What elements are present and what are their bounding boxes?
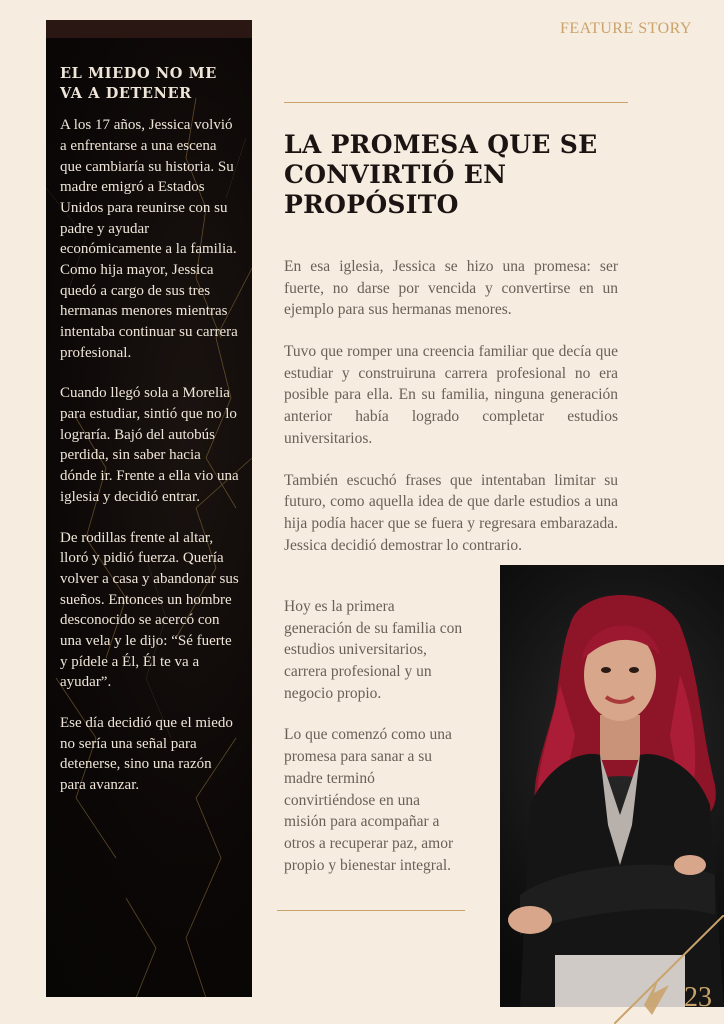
sidebar-panel bbox=[46, 20, 252, 997]
main-body-top bbox=[284, 256, 618, 576]
body-paragraph: Tuvo que romper una creencia familiar que decía que estudiar y construiruna carrera profesional no era posible para ella. En su familia, ninguna generación anterior había logrado completar estudios universitarios. bbox=[284, 343, 618, 447]
page-number: 23 bbox=[684, 982, 712, 1013]
main-body-bottom bbox=[284, 596, 466, 896]
section-tag: FEATURE STORY bbox=[559, 20, 692, 37]
bottom-divider bbox=[277, 910, 465, 911]
top-divider bbox=[284, 102, 628, 103]
sidebar-paragraph: De rodillas frente al altar, lloró y pidió fuerza. Quería volver a casa y abandonar sus sueños. Entonces un hombre desconocido se acercó con una vela y le dijo: “Sé fuerte y pídele a Él, Él te va a ayudar”. bbox=[60, 529, 239, 691]
sidebar-paragraph: A los 17 años, Jessica volvió a enfrentarse a una escena que cambiaría su historia. Su madre emigró a Estados Unidos para reunirse con su padre y ayudar económicamente a la familia. Como hija mayor, Jessica quedó a cargo de sus tres hermanas menores mientras intentaba continuar su carrera profesional. bbox=[60, 117, 238, 361]
sidebar-paragraph: Cuando llegó sola a Morelia para estudiar, sintió que no lo lograría. Bajó del autobús perdida, sin saber hacia dónde ir. Frente a ella vio una iglesia y decidió entrar. bbox=[60, 385, 239, 505]
body-paragraph: También escuchó frases que intentaban limitar su futuro, como aquella idea de que darle estudios a una hija podía hacer que se fuera y regresara embarazada. Jessica decidió demostrar lo contrario. bbox=[284, 471, 618, 554]
body-paragraph: En esa iglesia, Jessica se hizo una promesa: ser fuerte, no darse por vencida y convertirse en un ejemplo para sus hermanas menores. bbox=[284, 258, 618, 319]
body-paragraph: Lo que comenzó como una promesa para sanar a su madre terminó convirtiéndose en una misión para acompañar a otros a recuperar paz, amor propio y bienestar integral. bbox=[284, 726, 454, 874]
sidebar-heading: EL MIEDO NO ME VA A DETENER bbox=[60, 65, 217, 102]
body-paragraph: Hoy es la primera generación de su familia con estudios universitarios, carrera profesional y un negocio propio. bbox=[284, 598, 463, 702]
article-title: LA PROMESA QUE SE CONVIRTIÓ EN PROPÓSITO bbox=[284, 130, 598, 219]
sidebar-paragraph: Ese día decidió que el miedo no sería una señal para detenerse, sino una razón para avanzar. bbox=[60, 715, 233, 794]
